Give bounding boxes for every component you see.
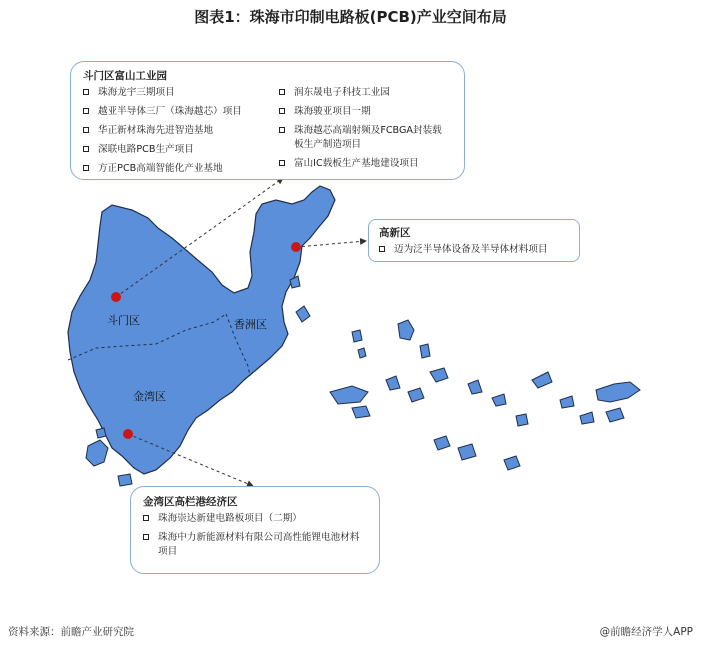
list-item: 深联电路PCB生产项目 xyxy=(83,143,279,157)
district-label-xiangzhou: 香洲区 xyxy=(234,318,267,331)
square-bullet-icon xyxy=(143,534,149,540)
district-label-jinwan: 金湾区 xyxy=(133,390,166,403)
list-item: 华正新材珠海先进智造基地 xyxy=(83,124,279,138)
square-bullet-icon xyxy=(279,127,285,133)
square-bullet-icon xyxy=(279,108,285,114)
list-item: 珠海中力新能源材料有限公司高性能锂电池材料项目 xyxy=(143,531,369,559)
list-item: 珠海崇达新建电路板项目（二期） xyxy=(143,512,369,526)
marker-jinwan xyxy=(123,429,133,439)
district-label-doumen: 斗门区 xyxy=(107,314,140,327)
square-bullet-icon xyxy=(83,165,89,171)
list-item: 润东晟电子科技工业园 xyxy=(279,86,451,100)
list-item: 珠海龙宇三期项目 xyxy=(83,86,279,100)
mainland-shape xyxy=(68,186,335,474)
list-item: 富山IC载板生产基地建设项目 xyxy=(279,157,451,171)
callout-doumen xyxy=(70,61,465,180)
square-bullet-icon xyxy=(83,108,89,114)
callout-jinwan xyxy=(130,486,380,574)
list-item: 方正PCB高端智能化产业基地 xyxy=(83,162,279,176)
marker-gaoxin xyxy=(291,242,301,252)
square-bullet-icon xyxy=(279,89,285,95)
brand-note: @前瞻经济学人APP xyxy=(599,626,693,638)
list-item: 珠海骏亚项目一期 xyxy=(279,105,451,119)
callout-doumen-right-list xyxy=(279,86,451,181)
list-item: 越亚半导体三厂（珠海越芯）项目 xyxy=(83,105,279,119)
chart-title: 图表1：珠海市印制电路板(PCB)产业空间布局 xyxy=(194,8,507,26)
square-bullet-icon xyxy=(83,146,89,152)
square-bullet-icon xyxy=(83,127,89,133)
square-bullet-icon xyxy=(143,515,149,521)
square-bullet-icon xyxy=(279,160,285,166)
list-item: 迈为泛半导体设备及半导体材料项目 xyxy=(379,243,569,257)
marker-doumen xyxy=(111,292,121,302)
source-note: 资料来源：前瞻产业研究院 xyxy=(8,626,134,638)
callout-gaoxin xyxy=(368,219,580,262)
callout-jinwan-title: 金湾区高栏港经济区 xyxy=(143,496,238,508)
callout-gaoxin-title: 高新区 xyxy=(379,227,411,239)
list-item: 珠海越芯高端射频及FCBGA封装载板生产制造项目 xyxy=(279,124,451,152)
callout-doumen-left-list xyxy=(83,86,279,181)
square-bullet-icon xyxy=(379,246,385,252)
square-bullet-icon xyxy=(83,89,89,95)
callout-doumen-title: 斗门区富山工业园 xyxy=(83,70,167,82)
